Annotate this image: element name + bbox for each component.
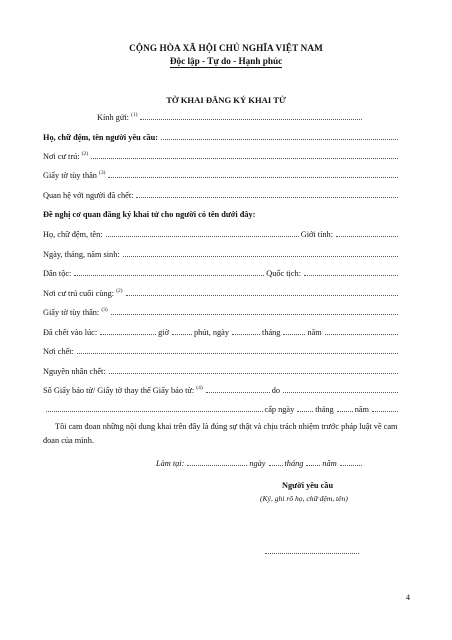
id-doc-field[interactable]	[108, 177, 398, 178]
last-residence-row	[43, 289, 400, 298]
residence-row	[43, 152, 400, 161]
gender-label: Giới tính:	[300, 230, 333, 239]
month-field[interactable]	[283, 334, 305, 335]
sign-place-label: Làm tại:	[156, 459, 185, 468]
motto-text: Độc lập - Tự do - Hạnh phúc	[169, 56, 283, 66]
death-time-label: Đã chết vào lúc:	[43, 328, 98, 337]
issuer-field-cont[interactable]	[46, 411, 263, 412]
note-3b: (3)	[101, 307, 108, 314]
deceased-id-field[interactable]	[111, 314, 398, 315]
kinh-gui-field[interactable]	[140, 119, 362, 120]
death-place-label: Nơi chết:	[43, 347, 74, 356]
hour-field[interactable]	[100, 334, 156, 335]
deceased-name-row	[43, 230, 400, 239]
requester-sign-note: (Ký, ghi rõ họ, chữ đệm, tên)	[260, 494, 348, 503]
requester-sign-title: Người yêu cầu	[282, 481, 334, 490]
minute-day-label: phút, ngày	[193, 328, 230, 337]
ethnicity-row	[43, 269, 400, 278]
commitment-text: Tôi cam đoan những nội dung khai trên đây là đúng sự thật và chịu trách nhiệm trước pháp luật về cam đoan của mình.	[43, 422, 398, 445]
dob-label: Ngày, tháng, năm sinh:	[43, 250, 120, 259]
nationality-field[interactable]	[304, 275, 398, 276]
cause-label: Nguyên nhân chết:	[43, 367, 106, 376]
sign-month-label: tháng	[284, 459, 304, 468]
deceased-name-field[interactable]	[106, 236, 299, 237]
kinh-gui-row	[97, 113, 364, 122]
issue-month-field[interactable]	[337, 411, 353, 412]
note-4: (4)	[196, 385, 203, 392]
year-field[interactable]	[325, 334, 398, 335]
gender-field[interactable]	[336, 236, 398, 237]
ethnicity-label: Dân tộc:	[43, 269, 72, 278]
dob-row	[43, 250, 400, 259]
note-1: (1)	[131, 112, 138, 119]
ethnicity-field[interactable]	[74, 275, 264, 276]
request-heading-row	[43, 210, 400, 219]
note-3: (3)	[99, 170, 106, 177]
deceased-id-label: Giấy tờ tùy thân:	[43, 308, 100, 317]
motto-heading	[0, 56, 452, 66]
last-residence-field[interactable]	[126, 295, 398, 296]
issue-day-field[interactable]	[297, 411, 313, 412]
residence-field[interactable]	[91, 158, 398, 159]
issuer-label: do	[271, 386, 280, 395]
request-heading: Đề nghị cơ quan đăng ký khai tử cho người có tên dưới đây:	[43, 210, 256, 219]
page-number: 4	[405, 593, 410, 602]
issue-month-label: tháng	[315, 405, 334, 414]
sign-day-field[interactable]	[269, 465, 283, 466]
death-place-field[interactable]	[77, 353, 398, 354]
death-cert-label: Số Giấy báo tử/ Giấy tờ thay thế Giấy báo tử:	[43, 386, 195, 395]
form-title: TỜ KHAI ĐĂNG KÝ KHAI TỬ	[166, 95, 286, 105]
kinh-gui-label: Kính gửi:	[97, 113, 129, 122]
requester-name-field[interactable]	[161, 139, 398, 140]
requester-name-row	[43, 133, 400, 142]
issuer-field[interactable]	[283, 392, 398, 393]
sign-place-row	[156, 459, 404, 468]
hour-label: giờ	[158, 328, 169, 337]
country-heading: CỘNG HÒA XÃ HỘI CHỦ NGHĨA VIỆT NAM	[129, 43, 323, 53]
death-cert-row	[43, 386, 400, 395]
issue-day-label: cấp ngày	[264, 405, 295, 414]
relation-field[interactable]	[136, 197, 398, 198]
id-doc-label: Giấy tờ tùy thân	[43, 171, 97, 180]
death-time-row	[43, 328, 400, 337]
dob-field[interactable]	[123, 256, 398, 257]
deceased-name-label: Họ, chữ đệm, tên:	[43, 230, 103, 239]
day-field[interactable]	[232, 334, 260, 335]
signature-line[interactable]	[265, 553, 359, 554]
sign-place-field[interactable]	[187, 465, 247, 466]
id-doc-row	[43, 171, 400, 180]
relation-row	[43, 191, 400, 200]
issue-year-field[interactable]	[372, 411, 398, 412]
sign-day-label: ngày	[249, 459, 266, 468]
sign-month-field[interactable]	[306, 465, 320, 466]
year-label: năm	[307, 328, 322, 337]
death-place-row	[43, 347, 400, 356]
issue-year-label: năm	[354, 405, 369, 414]
note-2b: (2)	[116, 288, 123, 295]
sign-year-label: năm	[322, 459, 337, 468]
relation-label: Quan hệ với người đã chết:	[43, 191, 134, 200]
cause-row	[43, 367, 400, 376]
residence-label: Nơi cư trú:	[43, 152, 80, 161]
cause-field[interactable]	[109, 373, 398, 374]
nationality-label: Quốc tịch:	[266, 269, 301, 278]
month-label: tháng	[262, 328, 281, 337]
requester-name-label: Họ, chữ đệm, tên người yêu cầu:	[43, 133, 159, 142]
last-residence-label: Nơi cư trú cuối cùng:	[43, 289, 115, 298]
death-cert-number-field[interactable]	[206, 392, 270, 393]
deceased-id-row	[43, 308, 400, 317]
note-2: (2)	[81, 151, 89, 158]
sign-year-field[interactable]	[340, 465, 362, 466]
minute-field[interactable]	[172, 334, 192, 335]
issue-date-row	[43, 405, 400, 414]
